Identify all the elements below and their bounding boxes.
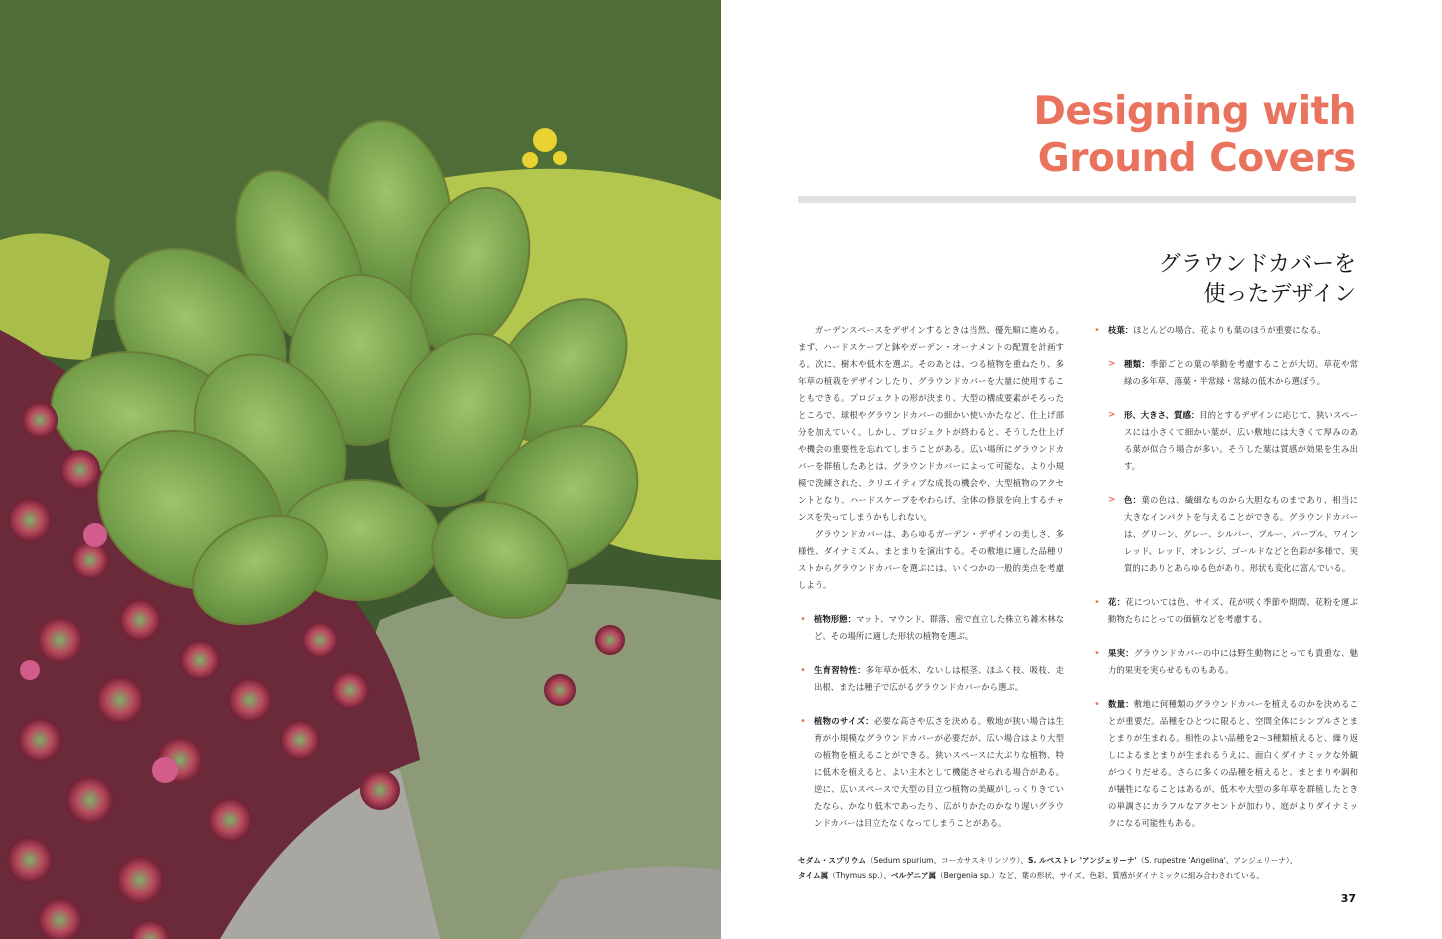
- bullet-text: グラウンドカバーの中には野生動物にとっても貴重な、魅力的果実を実らせるものもある。: [1108, 648, 1358, 675]
- bullet-term: 果実：: [1108, 648, 1134, 658]
- caption-plant-name: タイム属: [798, 871, 829, 880]
- bullet-term: 数量：: [1108, 699, 1134, 709]
- caption-plant-detail: （Bergenia sp.）: [936, 871, 999, 880]
- bullet-text: 必要な高さや広さを決める。敷地が狭い場合は生育が小規模なグラウンドカバーが必要だが、広い場合はより大型の植物を植えることができる。狭いスペースに大ぶりな植物、特に低木を植えると、よい主木として機能させられる場合がある。逆に、広いスペースで大型の目立つ植物の美観がしっくりきていたなら、かなり低木であったり、広がりかたのかなり遅いグラウンドカバーは目立たなくなってしまうことがある。: [814, 716, 1064, 828]
- bullet-foliage: [1092, 322, 1358, 339]
- caption-plant-name: セダム・スプリウム: [798, 856, 866, 865]
- bullet-term: 植物のサイズ：: [814, 716, 874, 726]
- bullet-text: 多年草か低木、ないしは根茎、ほふく枝、吸枝、走出根、または種子で広がるグラウンドカバーから選ぶ。: [814, 665, 1065, 692]
- page-number: 37: [1340, 892, 1356, 905]
- bullet-text: 花については色、サイズ、花が咲く季節や期間、花粉を運ぶ動物たちにとっての価値などを考慮する。: [1108, 597, 1359, 624]
- bullet-plant-form: [798, 611, 1064, 645]
- body-column-left: [798, 322, 1064, 849]
- caption-text: など、葉の形状、サイズ、色彩、質感がダイナミックに組み合わされている。: [998, 871, 1264, 880]
- bullet-term: 植物形態：: [814, 614, 856, 624]
- sub-text: 葉の色は、繊細なものから大胆なものまであり、相当に大きなインパクトを与えることができる。グラウンドカバーは、グリーン、グレー、シルバー、ブルー、パープル、ワインレッド、レッド、オレンジ、ゴールドなどと色彩が多様で、実質的にありとあらゆる色があり、形状も変化に富んでいる。: [1124, 495, 1359, 573]
- sub-term: 種類：: [1124, 359, 1151, 369]
- caption-plant-detail: （Sedum spurium、コーカサスキリンソウ）、: [865, 856, 1028, 865]
- jp-title-line: グラウンドカバーを: [1158, 252, 1356, 277]
- title-divider: [798, 196, 1356, 203]
- bullet-text: マット、マウンド、群落、密で直立した株立ち雑木林など、その場所に適した形状の植物を選ぶ。: [814, 614, 1065, 641]
- bullet-plant-size: [798, 713, 1064, 832]
- caption-line: [798, 868, 1358, 883]
- bullet-growth-habit: [798, 662, 1064, 696]
- bullet-flowers: [1092, 594, 1358, 628]
- bullet-quantity: [1092, 696, 1358, 832]
- caption-plant-name: ベルゲニア属: [890, 871, 937, 880]
- intro-paragraph: ガーデンスペースをデザインするときは当然、優先順に進める。まず、ハードスケープと鉢やガーデン・オーナメントの配置を計画する。次に、樹木や低木を選ぶ。そのあとは、つる植物を重ねたり、多年草の植栽をデザインしたり、グラウンドカバーを大量に使用することもできる。プロジェクトの形が決まり、大型の構成要素がそろったところで、球根やグラウンドカバーの細かい使いかたなど、仕上げ部分を加えていく。しかし、プロジェクトが終わると、そうした仕上げや機会の重要性を忘れてしまうことがある。広い場所にグラウンドカバーを群植したあとは、グラウンドカバーによって可能な、より小規模で洗練された、クリエイティブな成長の機会や、大型植物のアクセントとなり、ハードスケープをやわらげ、全体の修景を向上するチャンスを失ってしまうかもしれない。: [798, 325, 1064, 522]
- text-page: [721, 0, 1442, 939]
- caption-plant-name: S. ルペストレ 'アンジェリーナ': [1028, 856, 1137, 865]
- caption-plant-detail: （Thymus sp.）、: [828, 871, 891, 880]
- bullet-text: 敷地に何種類のグラウンドカバーを植えるのかを決めることが重要だ。品種をひとつに限ると、空間全体にシンプルさとまとまりが生まれる。相性のよい品種を2～3種類植えると、繰り返しによるまとまりが生まれるうえに、面白くダイナミックな外観がつくりだせる。さらに多くの品種を植えると、まとまりや調和が犠牲になることはあるが、低木や大型の多年草を群植したときの単調さにカラフルなアクセントが加わり、庭がよりダイナミックになる可能性もある。: [1108, 699, 1359, 828]
- sub-term: 形、大きさ、質感：: [1124, 410, 1200, 420]
- bullet-term: 花：: [1108, 597, 1126, 607]
- bullet-text: ほとんどの場合、花よりも葉のほうが重要になる。: [1133, 325, 1326, 335]
- bullet-fruit: [1092, 645, 1358, 679]
- sub-term: 色：: [1124, 495, 1142, 505]
- sub-bullet-type: [1092, 356, 1358, 390]
- english-title: [1033, 88, 1356, 182]
- photo-caption: [798, 853, 1358, 883]
- bullet-term: 生育習特性：: [814, 665, 866, 675]
- sub-text: 季節ごとの葉の挙動を考慮することが大切。草花や常緑の多年草、落葉・半常緑・常緑の低木から選ぼう。: [1124, 359, 1359, 386]
- japanese-title: [1159, 250, 1356, 310]
- body-column-right: [1092, 322, 1358, 849]
- jp-title-line: 使ったデザイン: [1203, 282, 1356, 307]
- sub-text: 目的とするデザインに応じて、狭いスペースには小さくて細かい葉が、広い敷地には大きくて厚みのある葉が似合う場合が多い。そうした葉は質感が効果を生み出す。: [1124, 410, 1358, 471]
- intro-paragraph: グラウンドカバーは、あらゆるガーデン・デザインの美しさ、多様性、ダイナミズム、まとまりを演出する。その敷地に適した品種リストからグラウンドカバーを選ぶには、いくつかの一般的美点を考慮しよう。: [798, 529, 1064, 590]
- title-line: Designing with: [1033, 89, 1356, 134]
- sub-bullet-color: [1092, 492, 1358, 577]
- caption-plant-detail: （S. rupestre 'Angelina'、アンジェリーナ）、: [1136, 856, 1298, 865]
- sub-bullet-shape-size-texture: [1092, 407, 1358, 475]
- bullet-term: 枝葉：: [1108, 325, 1134, 335]
- caption-line: [798, 853, 1358, 868]
- title-line: Ground Covers: [1037, 136, 1356, 181]
